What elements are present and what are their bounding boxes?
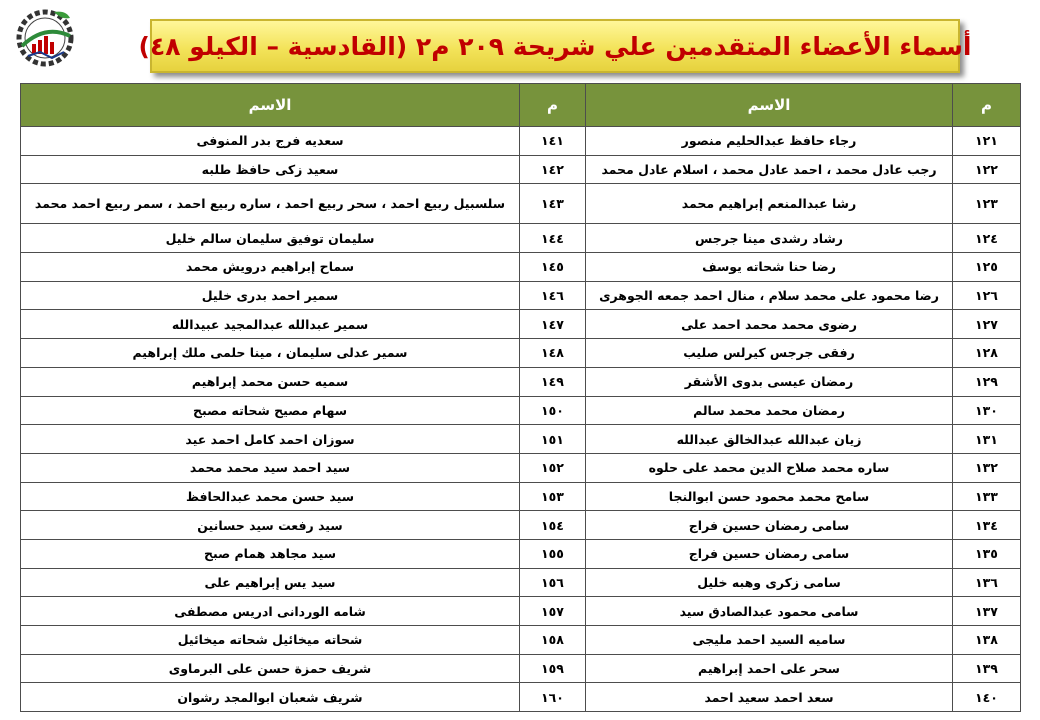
row-number: ١٥١ [520, 425, 586, 454]
row-number: ١٤٢ [520, 155, 586, 184]
table-row [21, 281, 1021, 310]
row-number: ١٦٠ [520, 683, 586, 712]
row-number: ١٤٧ [520, 310, 586, 339]
member-name: سمير عبدالله عبدالمجيد عبيدالله [21, 310, 520, 339]
table-row [21, 253, 1021, 282]
member-name: سعديه فرج بدر المنوفى [21, 127, 520, 156]
member-name: سيد حسن محمد عبدالحافظ [21, 482, 520, 511]
table-row [21, 367, 1021, 396]
row-number: ١٣٢ [953, 453, 1021, 482]
table-row [21, 425, 1021, 454]
member-name: سعيد زكى حافظ طلبه [21, 155, 520, 184]
logo [14, 6, 76, 78]
member-name: رجاء حافظ عبدالحليم منصور [586, 127, 953, 156]
member-name: سعد احمد سعيد احمد [586, 683, 953, 712]
row-number: ١٢٤ [953, 224, 1021, 253]
row-number: ١٥٨ [520, 626, 586, 655]
member-name: سهام مصيح شحاته مصبح [21, 396, 520, 425]
row-number: ١٢١ [953, 127, 1021, 156]
row-number: ١٢٩ [953, 367, 1021, 396]
table-row [21, 155, 1021, 184]
row-number: ١٣٣ [953, 482, 1021, 511]
table-row [21, 339, 1021, 368]
table-row [21, 127, 1021, 156]
header-name-right: الاسم [586, 84, 953, 127]
member-name: سليمان توفيق سليمان سالم خليل [21, 224, 520, 253]
header-num-left: م [520, 84, 586, 127]
member-name: سمير عدلى سليمان ، مينا حلمى ملك إبراهيم [21, 339, 520, 368]
row-number: ١٥٩ [520, 654, 586, 683]
row-number: ١٢٥ [953, 253, 1021, 282]
member-name: سيد احمد سيد محمد محمد [21, 453, 520, 482]
member-name: سماح إبراهيم درويش محمد [21, 253, 520, 282]
member-name: سمير احمد بدرى خليل [21, 281, 520, 310]
table-row [21, 597, 1021, 626]
member-name: رفقى جرجس كيرلس صليب [586, 339, 953, 368]
member-name: سحر على احمد إبراهيم [586, 654, 953, 683]
table-row [21, 654, 1021, 683]
member-name: زيان عبدالله عبدالخالق عبدالله [586, 425, 953, 454]
row-number: ١٤٠ [953, 683, 1021, 712]
row-number: ١٣٨ [953, 626, 1021, 655]
member-name: رجب عادل محمد ، احمد عادل محمد ، اسلام عادل محمد [586, 155, 953, 184]
row-number: ١٣٩ [953, 654, 1021, 683]
row-number: ١٥٠ [520, 396, 586, 425]
row-number: ١٤٣ [520, 184, 586, 224]
row-number: ١٣١ [953, 425, 1021, 454]
table-row [21, 453, 1021, 482]
row-number: ١٥٥ [520, 539, 586, 568]
table-row [21, 568, 1021, 597]
member-name: شحاته ميخائيل شحاته ميخائيل [21, 626, 520, 655]
member-name: سيد رفعت سيد حسانين [21, 511, 520, 540]
header-num-right: م [953, 84, 1021, 127]
row-number: ١٤١ [520, 127, 586, 156]
member-name: سامى زكرى وهبه خليل [586, 568, 953, 597]
table-header-row [21, 84, 1021, 127]
member-name: رضا محمود على محمد سلام ، منال احمد جمعه الجوهرى [586, 281, 953, 310]
table-row [21, 626, 1021, 655]
member-name: سلسبيل ربيع احمد ، سحر ربيع احمد ، ساره ربيع احمد ، سمر ربيع احمد محمد [21, 184, 520, 224]
row-number: ١٤٦ [520, 281, 586, 310]
table-row [21, 184, 1021, 224]
table-row [21, 511, 1021, 540]
row-number: ١٤٩ [520, 367, 586, 396]
members-table [20, 83, 1021, 712]
table-row [21, 310, 1021, 339]
row-number: ١٤٤ [520, 224, 586, 253]
row-number: ١٥٦ [520, 568, 586, 597]
member-name: رشا عبدالمنعم إبراهيم محمد [586, 184, 953, 224]
page-title: أسماء الأعضاء المتقدمين علي شريحة ٢٠٩ م٢ (القادسية – الكيلو ٤٨) [138, 31, 972, 61]
row-number: ١٣٧ [953, 597, 1021, 626]
row-number: ١٣٦ [953, 568, 1021, 597]
row-number: ١٢٣ [953, 184, 1021, 224]
table-row [21, 539, 1021, 568]
member-name: رمضان عيسى بدوى الأشقر [586, 367, 953, 396]
member-name: رشاد رشدى مينا جرجس [586, 224, 953, 253]
member-name: سيد مجاهد همام صبح [21, 539, 520, 568]
table-row [21, 396, 1021, 425]
member-name: شامه الوردانى ادريس مصطفى [21, 597, 520, 626]
row-number: ١٥٧ [520, 597, 586, 626]
member-name: ساميه السيد احمد مليجى [586, 626, 953, 655]
row-number: ١٤٥ [520, 253, 586, 282]
table-row [21, 482, 1021, 511]
row-number: ١٢٦ [953, 281, 1021, 310]
row-number: ١٣٤ [953, 511, 1021, 540]
row-number: ١٢٨ [953, 339, 1021, 368]
member-name: سيد يس إبراهيم على [21, 568, 520, 597]
member-name: ساره محمد صلاح الدين محمد على حلوه [586, 453, 953, 482]
row-number: ١٤٨ [520, 339, 586, 368]
member-name: شريف حمزة حسن على البرماوى [21, 654, 520, 683]
row-number: ١٥٣ [520, 482, 586, 511]
header-name-left: الاسم [21, 84, 520, 127]
member-name: سوزان احمد كامل احمد عيد [21, 425, 520, 454]
member-name: شريف شعبان ابوالمجد رشوان [21, 683, 520, 712]
row-number: ١٢٧ [953, 310, 1021, 339]
title-banner [138, 19, 972, 73]
row-number: ١٢٢ [953, 155, 1021, 184]
row-number: ١٥٢ [520, 453, 586, 482]
table-row [21, 224, 1021, 253]
member-name: رضوى محمد محمد احمد على [586, 310, 953, 339]
row-number: ١٥٤ [520, 511, 586, 540]
member-name: سامى رمضان حسين فراج [586, 511, 953, 540]
member-name: رمضان محمد محمد سالم [586, 396, 953, 425]
member-name: سميه حسن محمد إبراهيم [21, 367, 520, 396]
member-name: سامى رمضان حسين فراج [586, 539, 953, 568]
member-name: سامى محمود عبدالصادق سيد [586, 597, 953, 626]
row-number: ١٣٥ [953, 539, 1021, 568]
row-number: ١٣٠ [953, 396, 1021, 425]
member-name: سامح محمد محمود حسن ابوالنجا [586, 482, 953, 511]
table-row [21, 683, 1021, 712]
member-name: رضا حنا شحاته يوسف [586, 253, 953, 282]
